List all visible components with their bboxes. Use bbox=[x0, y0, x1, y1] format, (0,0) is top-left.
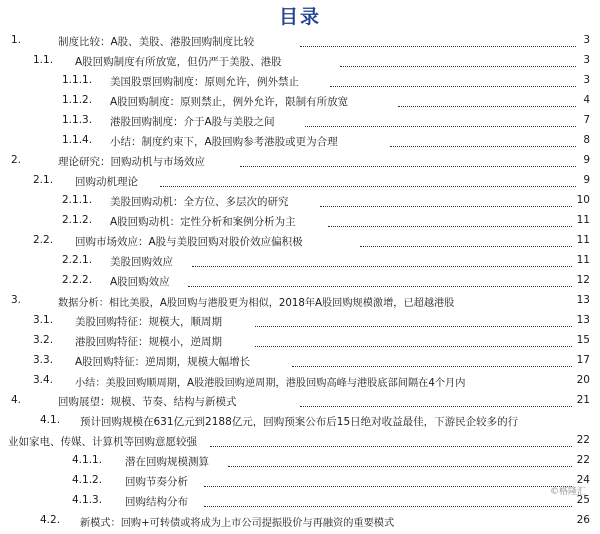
dot-leader bbox=[192, 266, 572, 267]
toc-entry-text: 港股回购制度：介于A股与美股之间 bbox=[110, 116, 275, 128]
toc-entry-2-1-1[interactable] bbox=[0, 194, 600, 214]
toc-entry-number: 1.1.4. bbox=[62, 134, 93, 146]
toc-title: 目录 bbox=[278, 6, 321, 28]
toc-entry-page: 11 bbox=[576, 254, 590, 266]
dot-leader bbox=[228, 466, 572, 467]
toc-entry-page: 21 bbox=[576, 394, 590, 406]
dot-leader bbox=[255, 346, 572, 347]
toc-entry-text: 美股回购特征：规模大，顺周期 bbox=[75, 316, 222, 328]
dot-leader bbox=[300, 406, 572, 407]
toc-entry-4[interactable] bbox=[0, 394, 600, 414]
toc-entry-page: 17 bbox=[576, 354, 590, 366]
toc-entry-number: 2.1.2. bbox=[62, 214, 93, 226]
toc-entry-number: 3.4. bbox=[33, 374, 54, 386]
dot-leader bbox=[240, 166, 576, 167]
toc-entry-text: 回购结构分布 bbox=[125, 496, 188, 508]
toc-entry-page: 13 bbox=[576, 294, 590, 306]
watermark: ©格隆汇 bbox=[549, 487, 586, 497]
toc-entry-page: 11 bbox=[576, 214, 590, 226]
toc-entry-number: 1.1.3. bbox=[62, 114, 93, 126]
toc-entry-2-2[interactable] bbox=[0, 234, 600, 254]
toc-entry-number: 3.1. bbox=[33, 314, 54, 326]
toc-entry-page: 15 bbox=[576, 334, 590, 346]
toc-entry-3-4[interactable] bbox=[0, 374, 600, 394]
dot-leader bbox=[204, 486, 572, 487]
dot-leader bbox=[292, 366, 572, 367]
toc-entry-2[interactable] bbox=[0, 154, 600, 174]
dot-leader bbox=[188, 286, 572, 287]
toc-entry-page: 3 bbox=[583, 74, 590, 86]
dot-leader bbox=[330, 86, 576, 87]
toc-entry-page: 26 bbox=[576, 514, 590, 526]
toc-entry-2-1[interactable] bbox=[0, 174, 600, 194]
toc-entry-1[interactable] bbox=[0, 34, 600, 54]
toc-entry-text: A股回购制度：原则禁止，例外允许，限制有所放宽 bbox=[110, 96, 349, 108]
toc-entry-text: 理论研究：回购动机与市场效应 bbox=[58, 156, 205, 168]
toc-entry-text: 数据分析：相比美股，A股回购与港股更为相似，2018年A股回购规模激增，已超越港股 bbox=[58, 298, 455, 309]
toc-entry-text: 回购展望：规模、节奏、结构与新模式 bbox=[58, 396, 237, 408]
toc-entry-2-2-1[interactable] bbox=[0, 254, 600, 274]
toc-entry-number: 3. bbox=[11, 294, 22, 306]
toc-entry-text: 港股回购特征：规模小，逆周期 bbox=[75, 336, 222, 348]
toc-entry-number: 1.1.1. bbox=[62, 74, 93, 86]
toc-entry-3-2[interactable] bbox=[0, 334, 600, 354]
toc-entry-3-3[interactable] bbox=[0, 354, 600, 374]
toc-entry-3-1[interactable] bbox=[0, 314, 600, 334]
toc-entry-text: 小结：美股回购顺周期，A股港股回购逆周期，港股回购高峰与港股底部间隔在4个月内 bbox=[75, 378, 466, 389]
toc-entry-text: 小结：制度约束下，A股回购参考港股或更为合理 bbox=[110, 136, 338, 148]
toc-entry-4-1-1[interactable] bbox=[0, 454, 600, 474]
dot-leader bbox=[300, 46, 576, 47]
toc-entry-number: 4.2. bbox=[40, 514, 61, 526]
toc-entry-4-1[interactable] bbox=[0, 414, 600, 454]
dot-leader bbox=[398, 106, 576, 107]
toc-entry-page: 4 bbox=[583, 94, 590, 106]
toc-entry-4-1-3[interactable] bbox=[0, 494, 600, 514]
toc-entry-number: 2.2.2. bbox=[62, 274, 93, 286]
toc-entry-number: 2.2. bbox=[33, 234, 54, 246]
toc-entry-text: 新模式：回购+可转债或将成为上市公司提振股价与再融资的重要模式 bbox=[80, 518, 395, 529]
toc-entry-page: 20 bbox=[576, 374, 590, 386]
toc-entry-text: A股回购效应 bbox=[110, 276, 170, 288]
toc-entry-text: 美股回购效应 bbox=[110, 256, 173, 268]
toc-entry-text: 潜在回购规模测算 bbox=[125, 456, 209, 468]
toc-entry-number: 1.1. bbox=[33, 54, 54, 66]
toc-entry-number: 1. bbox=[11, 34, 22, 46]
toc-entry-text: A股回购特征：逆周期，规模大幅增长 bbox=[75, 356, 251, 368]
toc-entry-number: 4.1.2. bbox=[72, 474, 103, 486]
toc-entry-1-1[interactable] bbox=[0, 54, 600, 74]
toc-entry-page: 10 bbox=[576, 194, 590, 206]
toc-entry-page: 25 bbox=[576, 494, 590, 506]
dot-leader bbox=[360, 246, 572, 247]
dot-leader bbox=[210, 446, 572, 447]
toc-entry-1-1-4[interactable] bbox=[0, 134, 600, 154]
toc-entry-text: 回购节奏分析 bbox=[125, 476, 188, 488]
toc-entry-page: 3 bbox=[583, 54, 590, 66]
toc-entry-number: 3.2. bbox=[33, 334, 54, 346]
toc-entry-number: 4. bbox=[11, 394, 22, 406]
toc-entry-page: 3 bbox=[583, 34, 590, 46]
toc-entry-page: 24 bbox=[576, 474, 590, 486]
toc-entry-number: 2. bbox=[11, 154, 22, 166]
toc-entry-page: 13 bbox=[576, 314, 590, 326]
toc-entry-text: A股回购动机：定性分析和案例分析为主 bbox=[110, 216, 296, 228]
toc-entry-number: 2.1.1. bbox=[62, 194, 93, 206]
dot-leader bbox=[320, 206, 572, 207]
dot-leader bbox=[390, 146, 576, 147]
toc-entry-number: 4.1.1. bbox=[72, 454, 103, 466]
toc-entry-page: 7 bbox=[583, 114, 590, 126]
toc-entry-2-2-2[interactable] bbox=[0, 274, 600, 294]
dot-leader bbox=[305, 126, 576, 127]
toc-entry-page: 9 bbox=[583, 154, 590, 166]
toc-entry-page: 22 bbox=[576, 454, 590, 466]
dot-leader bbox=[328, 226, 572, 227]
toc-entry-4-1-2[interactable] bbox=[0, 474, 600, 494]
toc-entry-number: 2.2.1. bbox=[62, 254, 93, 266]
toc-entry-text: 美国股票回购制度：原则允许，例外禁止 bbox=[110, 76, 299, 88]
toc-entry-text: 美股回购动机：全方位、多层次的研究 bbox=[110, 196, 289, 208]
toc-entry-text: 预计回购规模在631亿元到2188亿元，回购预案公布后15日绝对收益最佳，下游民企较多的行 bbox=[80, 416, 519, 428]
toc-entry-1-1-1[interactable] bbox=[0, 74, 600, 94]
toc-entry-page: 11 bbox=[576, 234, 590, 246]
toc-entry-page: 8 bbox=[583, 134, 590, 146]
dot-leader bbox=[340, 66, 576, 67]
toc-entry-number: 2.1. bbox=[33, 174, 54, 186]
toc-entry-text: 回购市场效应：A股与美股回购对股价效应偏积极 bbox=[75, 236, 303, 248]
dot-leader bbox=[255, 326, 572, 327]
toc-entry-number: 1.1.2. bbox=[62, 94, 93, 106]
toc-entry-4-2[interactable] bbox=[0, 514, 600, 534]
toc-entry-text: 制度比较：A股、美股、港股回购制度比较 bbox=[58, 36, 255, 48]
toc-entry-2-1-2[interactable] bbox=[0, 214, 600, 234]
toc-entry-text: 回购动机理论 bbox=[75, 176, 138, 188]
toc-entry-page: 12 bbox=[576, 274, 590, 286]
toc-entry-number: 4.1.3. bbox=[72, 494, 103, 506]
toc-entry-3[interactable] bbox=[0, 294, 600, 314]
toc-entry-1-1-3[interactable] bbox=[0, 114, 600, 134]
toc-entry-text: A股回购制度有所放宽，但仍严于美股、港股 bbox=[75, 56, 282, 68]
dot-leader bbox=[160, 186, 576, 187]
toc-entry-text-continued: 业如家电、传媒、计算机等回购意愿较强 bbox=[8, 436, 197, 448]
toc-entry-number: 3.3. bbox=[33, 354, 54, 366]
toc-entry-page: 9 bbox=[583, 174, 590, 186]
toc-entry-page: 22 bbox=[576, 434, 590, 446]
toc-entry-number: 4.1. bbox=[40, 414, 61, 426]
dot-leader bbox=[204, 506, 572, 507]
toc-entry-1-1-2[interactable] bbox=[0, 94, 600, 114]
